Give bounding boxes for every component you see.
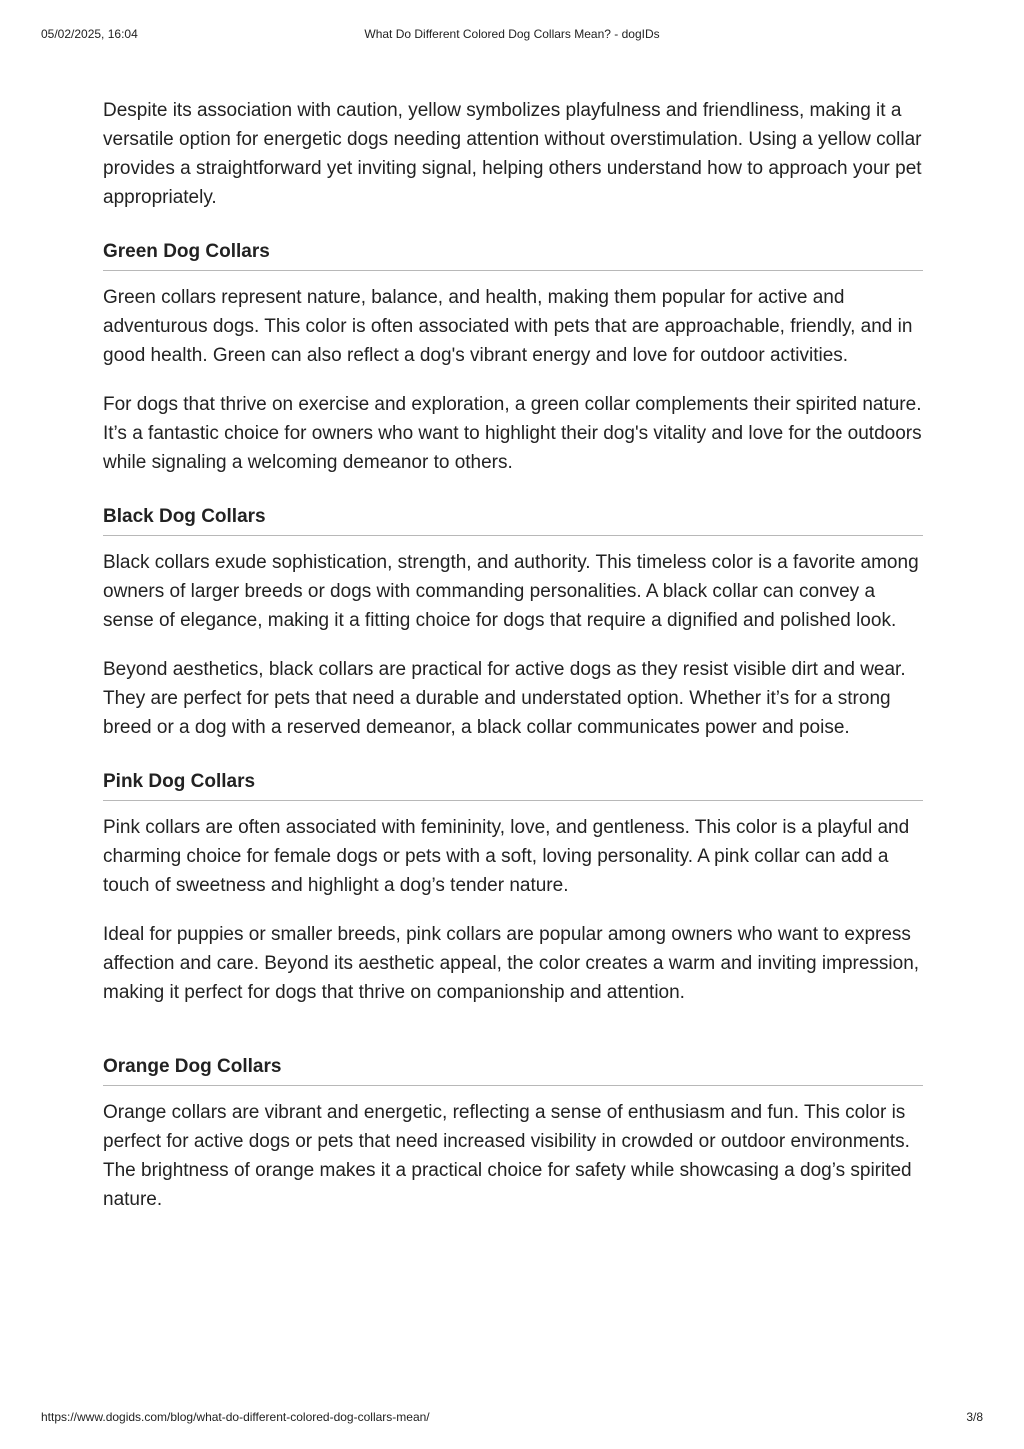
intro-paragraph: Despite its association with caution, yellow symbolizes playfulness and friendliness, making it a versatile option for energetic dogs needing attention without overstimulation. Using a yellow collar provides a straightforward yet inviting signal, helping others understand how to approach your pet appropriately.	[103, 100, 922, 208]
page-number: 3/8	[966, 1410, 983, 1424]
print-header	[0, 27, 1024, 43]
orange-paragraph-1: Orange collars are vibrant and energetic, reflecting a sense of enthusiasm and fun. This color is perfect for active dogs or pets that need increased visibility in crowded or outdoor environments. The brightness of orange makes it a practical choice for safety while showcasing a dog’s spirited nature.	[103, 1102, 912, 1210]
pink-paragraph-1: Pink collars are often associated with femininity, love, and gentleness. This color is a playful and charming choice for female dogs or pets with a soft, loving personality. A pink collar can add a touch of sweetness and highlight a dog’s tender nature.	[103, 817, 910, 896]
green-paragraph-1: Green collars represent nature, balance, and health, making them popular for active and adventurous dogs. This color is often associated with pets that are approachable, friendly, and in good health. Green can also reflect a dog's vibrant energy and love for outdoor activities.	[103, 287, 913, 366]
section-heading-orange: Orange Dog Collars	[103, 1054, 923, 1086]
print-date: 05/02/2025, 16:04	[41, 27, 138, 41]
black-paragraph-2: Beyond aesthetics, black collars are practical for active dogs as they resist visible dirt and wear. They are perfect for pets that need a durable and understated option. Whether it’s for a strong breed or a dog with a reserved demeanor, a black collar communicates power and poise.	[103, 659, 906, 738]
section-heading-pink: Pink Dog Collars	[103, 769, 923, 801]
section-heading-black: Black Dog Collars	[103, 504, 923, 536]
print-page-title: What Do Different Colored Dog Collars Mean? - dogIDs	[364, 27, 660, 41]
green-paragraph-2: For dogs that thrive on exercise and exploration, a green collar complements their spirited nature. It’s a fantastic choice for owners who want to highlight their dog's vitality and love for the outdoors while signaling a welcoming demeanor to others.	[103, 394, 922, 473]
print-footer	[0, 1410, 1024, 1426]
pink-paragraph-2: Ideal for puppies or smaller breeds, pink collars are popular among owners who want to express affection and care. Beyond its aesthetic appeal, the color creates a warm and inviting impression, making it perfect for dogs that thrive on companionship and attention.	[103, 924, 920, 1003]
black-paragraph-1: Black collars exude sophistication, strength, and authority. This timeless color is a favorite among owners of larger breeds or dogs with commanding personalities. A black collar can convey a sense of elegance, making it a fitting choice for dogs that require a dignified and polished look.	[103, 552, 919, 631]
article-body	[103, 96, 923, 1214]
section-heading-green: Green Dog Collars	[103, 239, 923, 271]
page-url: https://www.dogids.com/blog/what-do-different-colored-dog-collars-mean/	[41, 1410, 430, 1424]
